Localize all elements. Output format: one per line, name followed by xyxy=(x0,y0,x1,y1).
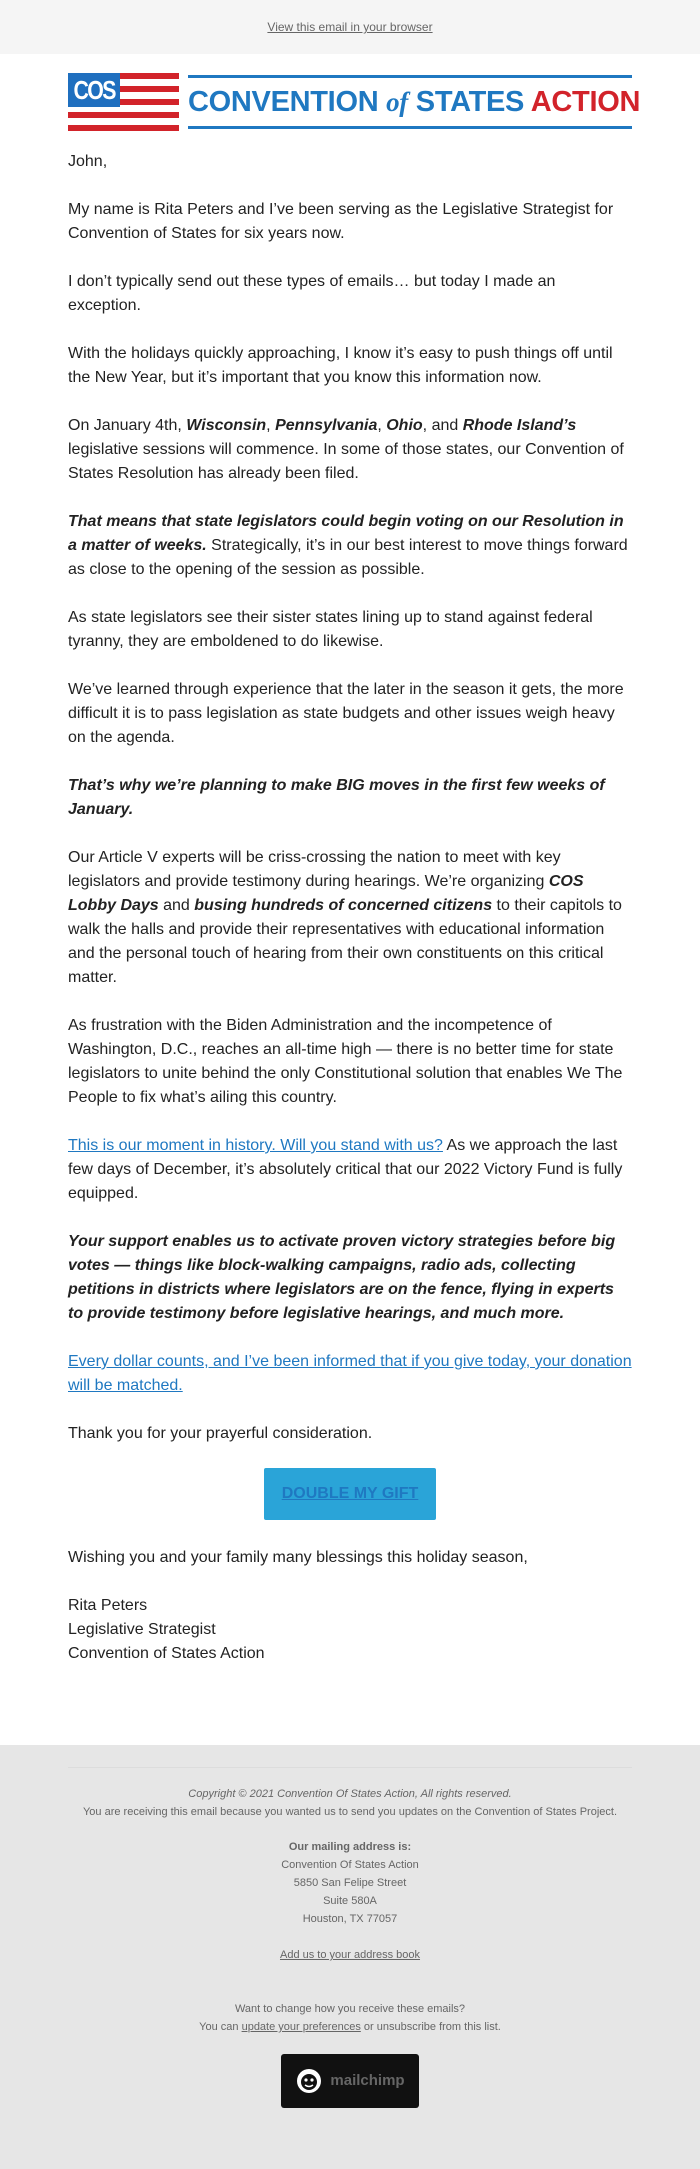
paragraph-sister-states: As state legislators see their sister states lining up to stand against federal tyranny, they are emboldened to do likewise. xyxy=(68,609,593,650)
address-line-3: Suite 580A xyxy=(323,1895,377,1907)
signature-name: Rita Peters xyxy=(68,1597,148,1614)
signature-title: Legislative Strategist xyxy=(68,1621,216,1638)
address-line-1: Convention Of States Action xyxy=(281,1859,419,1871)
greeting: John, xyxy=(68,153,108,170)
logo-word-of: of xyxy=(386,87,409,117)
email-body xyxy=(68,150,632,1666)
paragraph-article-v: Our Article V experts will be criss-crossing the nation to meet with key legislators and provide testimony during hearings. We’re organizing COS Lobby Days and busing hundreds of concerned citizens to their capitols to walk the halls and provide their representatives with educational information and the personal touch of hearing from their own constituents on this critical matter. xyxy=(68,849,622,986)
footer-reason: You are receiving this email because you wanted us to send you updates on the Convention of States Project. xyxy=(82,1806,618,1818)
preferences-line: You can update your preferences or unsubscribe from this list. xyxy=(199,2021,501,2033)
paragraph-support: Your support enables us to activate proven victory strategies before big votes — things like block-walking campaigns, radio ads, collecting petitions in districts where legislators are on the fence, flying in experts to provide testimony before legislative hearings, and much more. xyxy=(68,1233,616,1322)
footer-divider xyxy=(68,1767,632,1768)
donation-matched-link[interactable]: Every dollar counts, and I’ve been informed that if you give today, your donation will be matched. xyxy=(68,1353,632,1394)
stand-with-us-link[interactable]: This is our moment in history. Will you stand with us? xyxy=(68,1137,443,1154)
logo-badge xyxy=(68,73,120,107)
mailchimp-label: mailchimp xyxy=(330,2072,405,2089)
flag-logo-mark xyxy=(68,73,179,131)
paragraph-exception: I don’t typically send out these types of emails… but today I made an exception. xyxy=(68,273,556,314)
address-line-4: Houston, TX 77057 xyxy=(302,1913,398,1925)
logo-word-states: STATES xyxy=(415,86,525,118)
brand-logo[interactable] xyxy=(68,70,641,134)
mailchimp-badge[interactable] xyxy=(281,2054,419,2108)
state-ohio: Ohio xyxy=(386,417,423,434)
paragraph-blessings: Wishing you and your family many blessings this holiday season, xyxy=(68,1549,528,1566)
paragraph-holidays: With the holidays quickly approaching, I know it’s easy to push things off until the New Year, but it’s important that you know this information now. xyxy=(68,345,613,386)
signature-org: Convention of States Action xyxy=(68,1645,265,1662)
paragraph-sessions: On January 4th, Wisconsin, Pennsylvania, Ohio, and Rhode Island’s legislative sessions will commence. In some of those states, our Convention of States Resolution has already been filed. xyxy=(68,417,624,482)
logo-wordmark xyxy=(188,73,641,131)
mailchimp-monkey-icon xyxy=(295,2067,323,2095)
address-book-link[interactable]: Add us to your address book xyxy=(279,1949,421,1961)
address-line-2: 5850 San Felipe Street xyxy=(293,1877,407,1889)
logo-word-action: ACTION xyxy=(530,86,641,118)
email-content xyxy=(68,54,641,1666)
paragraph-frustration: As frustration with the Biden Administration and the incompetence of Washington, D.C., reaches an all-time high — there is no better time for state legislators to unite behind the only Constitutional solution that enables We The People to fix what’s ailing this country. xyxy=(68,1017,623,1106)
paragraph-thanks: Thank you for your prayerful consideration. xyxy=(68,1425,373,1442)
mailing-address-title: Our mailing address is: xyxy=(288,1841,412,1853)
paragraph-moment: This is our moment in history. Will you stand with us? As we approach the last few days of December, it’s absolutely critical that our 2022 Victory Fund is fully equipped. xyxy=(68,1137,623,1202)
paragraph-voting: That means that state legislators could begin voting on our Resolution in a matter of weeks. Strategically, it’s in our best interest to move things forward as close to the opening of the session as possible. xyxy=(68,513,628,578)
double-my-gift-button[interactable]: DOUBLE MY GIFT xyxy=(264,1468,436,1520)
paragraph-big-moves: That’s why we’re planning to make BIG moves in the first few weeks of January. xyxy=(68,777,605,818)
paragraph-experience: We’ve learned through experience that the later in the season it gets, the more difficult it is to pass legislation as state budgets and other issues weigh heavy on the agenda. xyxy=(68,681,624,746)
cta-container xyxy=(68,1468,632,1520)
logo-word-convention: CONVENTION xyxy=(188,86,379,118)
paragraph-intro: My name is Rita Peters and I’ve been serving as the Legislative Strategist for Convention of States for six years now. xyxy=(68,201,614,242)
paragraph-matched xyxy=(68,1350,632,1398)
change-question: Want to change how you receive these emails? xyxy=(234,2003,466,2015)
signature-block xyxy=(68,1594,632,1666)
state-rhode-island: Rhode Island’s xyxy=(462,417,577,434)
logo-badge-text: COS xyxy=(73,74,115,105)
view-in-browser-link[interactable]: View this email in your browser xyxy=(267,20,433,34)
state-pennsylvania: Pennsylvania xyxy=(275,417,378,434)
footer-copyright: Copyright © 2021 Convention Of States Action, All rights reserved. xyxy=(188,1788,512,1800)
update-preferences-link[interactable]: update your preferences xyxy=(241,2021,361,2033)
state-wisconsin: Wisconsin xyxy=(186,417,267,434)
preheader-bar xyxy=(0,0,700,54)
email-footer xyxy=(0,1745,700,2169)
